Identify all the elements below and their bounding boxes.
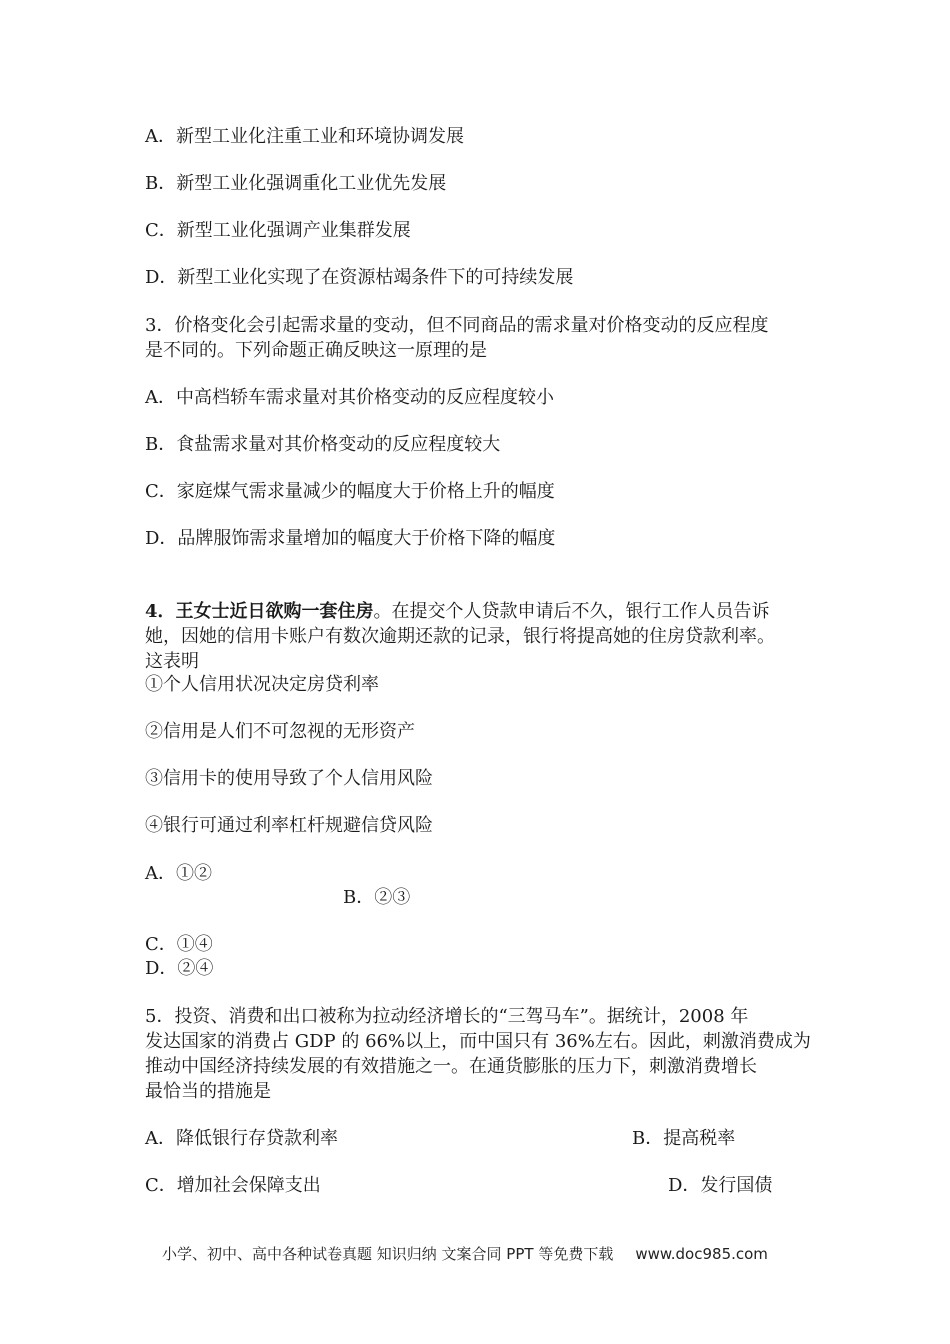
q5-option-a: A．降低银行存贷款利率 xyxy=(145,1128,338,1149)
q3-option-a: A．中高档轿车需求量对其价格变动的反应程度较小 xyxy=(145,387,554,408)
q4-stem-line-1 xyxy=(145,599,770,624)
q5-option-d: D．发行国债 xyxy=(668,1175,773,1196)
q2-option-a: A．新型工业化注重工业和环境协调发展 xyxy=(145,126,464,147)
q4-stem-bold: 4．王女士近日欲购一套住房 xyxy=(145,601,374,622)
q3-option-b: B．食盐需求量对其价格变动的反应程度较大 xyxy=(145,434,501,455)
q3-stem-line-1: 3．价格变化会引起需求量的变动，但不同商品的需求量对价格变动的反应程度 xyxy=(145,315,769,336)
q4-stem-line-3: 这表明 xyxy=(145,651,199,672)
q4-option-b: B．②③ xyxy=(343,887,411,908)
page-footer xyxy=(162,1243,768,1265)
q5-option-b: B．提高税率 xyxy=(632,1128,736,1149)
q4-stem-line-1-rest: 。在提交个人贷款申请后不久，银行工作人员告诉 xyxy=(373,601,770,622)
q4-stem-line-2: 她，因她的信用卡账户有数次逾期还款的记录，银行将提高她的住房贷款利率。 xyxy=(145,626,775,647)
q5-stem-line-4: 最恰当的措施是 xyxy=(145,1081,271,1102)
q2-option-b: B．新型工业化强调重化工业优先发展 xyxy=(145,173,447,194)
q5-option-c: C．增加社会保障支出 xyxy=(145,1175,321,1196)
q4-option-c: C．①④ xyxy=(145,934,213,955)
q4-statement-3: ③信用卡的使用导致了个人信用风险 xyxy=(145,768,433,789)
q5-stem-line-2: 发达国家的消费占 GDP 的 66%以上，而中国只有 36%左右。因此，刺激消费成为 xyxy=(145,1031,811,1052)
q4-statement-4: ④银行可通过利率杠杆规避信贷风险 xyxy=(145,815,433,836)
footer-text: 小学、初中、高中各种试卷真题 知识归纳 文案合同 PPT 等免费下载 xyxy=(162,1245,614,1263)
q4-statement-1: ①个人信用状况决定房贷利率 xyxy=(145,674,379,695)
q4-option-a: A．①② xyxy=(145,863,212,884)
q5-stem-line-3: 推动中国经济持续发展的有效措施之一。在通货膨胀的压力下，刺激消费增长 xyxy=(145,1056,757,1077)
q2-option-c: C．新型工业化强调产业集群发展 xyxy=(145,220,411,241)
q3-stem-line-2: 是不同的。下列命题正确反映这一原理的是 xyxy=(145,340,487,361)
q5-stem-line-1: 5．投资、消费和出口被称为拉动经济增长的“三驾马车”。据统计，2008 年 xyxy=(145,1006,749,1027)
q3-option-c: C．家庭煤气需求量减少的幅度大于价格上升的幅度 xyxy=(145,481,555,502)
q4-option-d: D．②④ xyxy=(145,958,214,979)
footer-url-link[interactable]: www.doc985.com xyxy=(635,1245,768,1263)
q2-option-d: D．新型工业化实现了在资源枯竭条件下的可持续发展 xyxy=(145,267,574,288)
q3-option-d: D．品牌服饰需求量增加的幅度大于价格下降的幅度 xyxy=(145,528,556,549)
q4-statement-2: ②信用是人们不可忽视的无形资产 xyxy=(145,721,415,742)
